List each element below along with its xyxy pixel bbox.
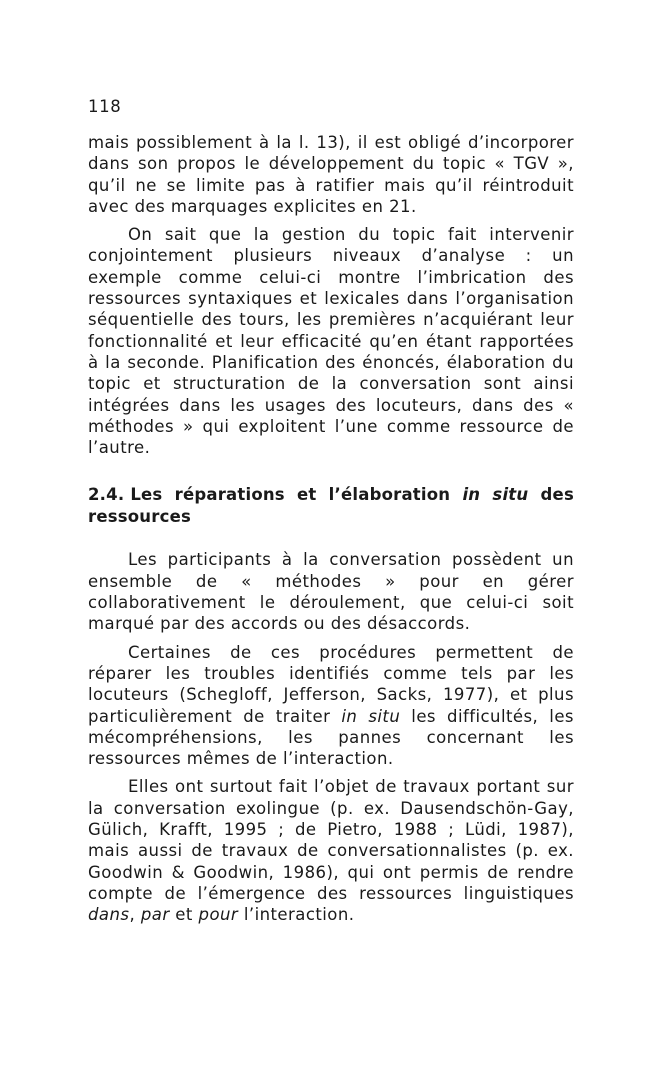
section-title-part2: des ressources bbox=[88, 485, 574, 526]
paragraph-5-sep1: , bbox=[129, 905, 136, 925]
paragraph-4 bbox=[88, 642, 574, 770]
section-number: 2.4. bbox=[88, 485, 125, 505]
paragraph-5 bbox=[88, 776, 574, 925]
paragraph-1: mais possiblement à la l. 13), il est obligé d’incorporer dans son propos le développement du topic « TGV », qu’il ne se limite pas à ratifier mais qu’il réintroduit avec des marquages explicites en 21. bbox=[88, 133, 574, 216]
section-heading bbox=[88, 484, 574, 527]
paragraph-2: On sait que la gestion du topic fait intervenir conjointement plusieurs niveaux d’analyse : un exemple comme celui-ci montre l’imbrication des ressources syntaxiques et lexicales dans l’organisation séquentielle des tours, les premières n’acquiérant leur fonctionnalité et leur efficacité qu’en étant rapportées à la seconde. Planification des énoncés, élaboration du topic et structuration de la conversation sont ainsi intégrées dans les usages des locuteurs, dans des « méthodes » qui exploitent l’une comme ressource de l’autre. bbox=[88, 225, 574, 458]
page-number: 118 bbox=[88, 97, 122, 116]
paragraph-5-italic-dans: dans bbox=[88, 905, 130, 925]
paragraph-5-part1: Elles ont surtout fait l’objet de travaux portant sur la conversation exolingue (p. ex. Dausendschön-Gay, Gülich, Krafft, 1995 ; de Pietro, 1988 ; Lüdi, 1987), mais aussi de travaux de conversationnalistes (p. ex. Goodwin & Goodwin, 1986), qui ont permis de rendre compte de l’émergence des ressources linguistiques bbox=[88, 777, 574, 903]
paragraph-4-after: les difficultés, les mécompréhensions, les pannes concernant les ressources mêmes de l’interaction. bbox=[88, 706, 574, 769]
paragraph-5-part2: l’interaction. bbox=[243, 905, 355, 925]
paragraph-5-italic-pour: pour bbox=[198, 905, 239, 925]
paragraph-4-before: Certaines de ces procédures permettent de réparer les troubles identifiés comme tels par les locuteurs (Schegloff, Jefferson, Sacks, 1977), et plus particulièrement de traiter bbox=[88, 642, 574, 726]
book-page bbox=[88, 96, 574, 926]
paragraph-5-sep2: et bbox=[175, 905, 193, 925]
section-title-italic: in situ bbox=[462, 485, 529, 505]
paragraph-4-italic: in situ bbox=[341, 706, 401, 726]
paragraph-5-italic-par: par bbox=[140, 905, 170, 925]
section-title-part1: Les réparations et l’élaboration bbox=[130, 485, 451, 505]
paragraph-3: Les participants à la conversation possèdent un ensemble de « méthodes » pour en gérer collaborativement le déroulement, que celui-ci soit marqué par des accords ou des désaccords. bbox=[88, 550, 574, 634]
